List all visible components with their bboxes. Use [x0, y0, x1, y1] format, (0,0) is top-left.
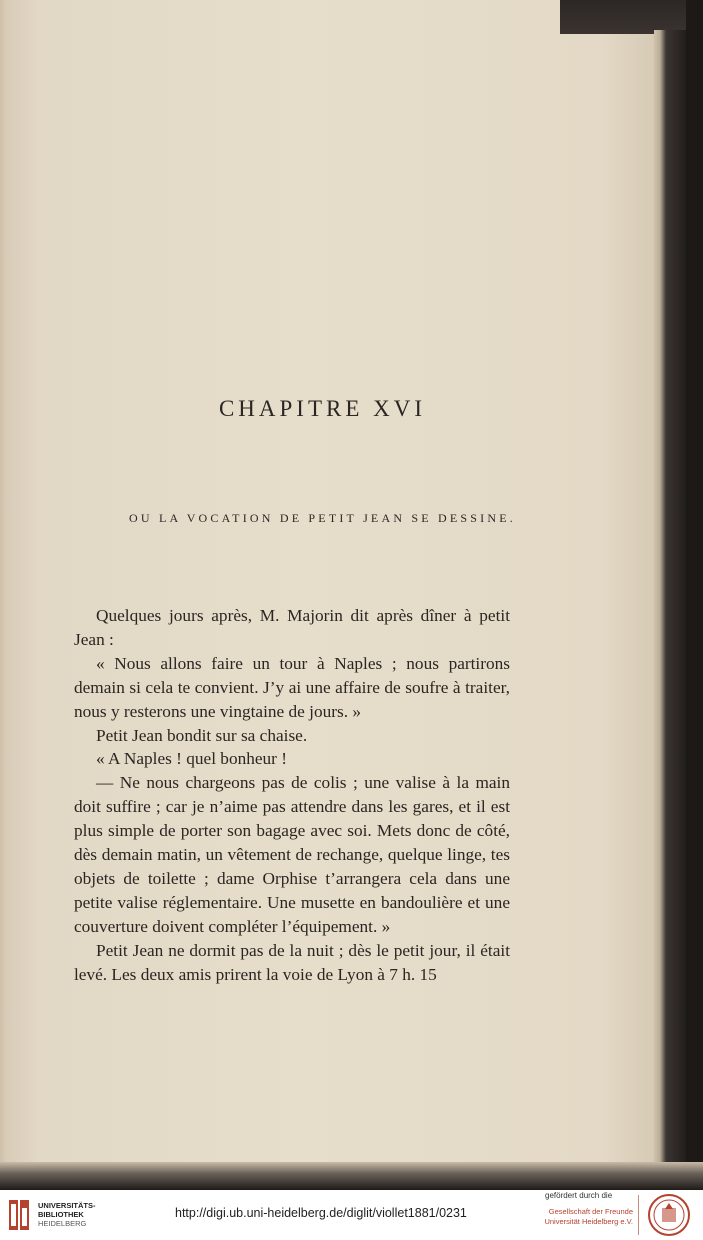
paragraph: « Nous allons faire un tour à Naples ; nous partirons demain si cela te convient. J’y ai une affaire de soufre à traiter, nous y resterons une vingtaine de jours. »	[74, 653, 510, 721]
chapter-title: CHAPITRE XVI	[218, 396, 427, 421]
library-line: BIBLIOTHEK	[38, 1210, 84, 1219]
ub-heidelberg-logo-icon[interactable]	[8, 1198, 32, 1232]
sponsor-line: Universität Heidelberg e.V.	[544, 1217, 633, 1226]
library-line: UNIVERSITÄTS-	[38, 1201, 96, 1210]
library-line: HEIDELBERG	[38, 1219, 87, 1228]
sponsor-label: gefördert durch die	[545, 1191, 613, 1200]
footer-divider	[638, 1195, 639, 1235]
body-text	[74, 604, 510, 987]
scan-background-right	[686, 0, 703, 1190]
library-name	[38, 1201, 96, 1228]
university-seal-icon	[647, 1193, 691, 1237]
page-edge	[654, 30, 686, 1170]
chapter-subtitle: OU LA VOCATION DE PETIT JEAN SE DESSINE.	[129, 511, 516, 525]
paragraph: Petit Jean bondit sur sa chaise.	[96, 725, 308, 745]
paragraph: — Ne nous chargeons pas de colis ; une valise à la main doit suffire ; car je n’aime pas attendre dans les gares, et il est plus simple de porter son bagage avec soi. Mets donc de côté, dès demain matin, un vêtement de rechange, quelque linge, tes objets de toilette ; dame Orphise t’arrangera cela dans une petite valise réglementaire. Une musette en bandoulière et une couverture doivent compléter l’équipement. »	[74, 773, 510, 936]
paragraph: Petit Jean ne dormit pas de la nuit ; dès le petit jour, il était levé. Les deux amis prirent la voie de Lyon à 7 h. 15	[74, 940, 510, 984]
paragraph: « A Naples ! quel bonheur !	[96, 749, 288, 769]
permalink-url[interactable]: http://digi.ub.uni-heidelberg.de/diglit/viollet1881/0231	[175, 1206, 467, 1220]
sponsor-name[interactable]	[540, 1207, 633, 1227]
scan-background-top	[560, 0, 703, 34]
scan-background-bottom	[0, 1162, 703, 1190]
sponsor-line: Gesellschaft der Freunde	[548, 1207, 633, 1216]
paragraph: Quelques jours après, M. Majorin dit après dîner à petit Jean :	[74, 606, 510, 649]
